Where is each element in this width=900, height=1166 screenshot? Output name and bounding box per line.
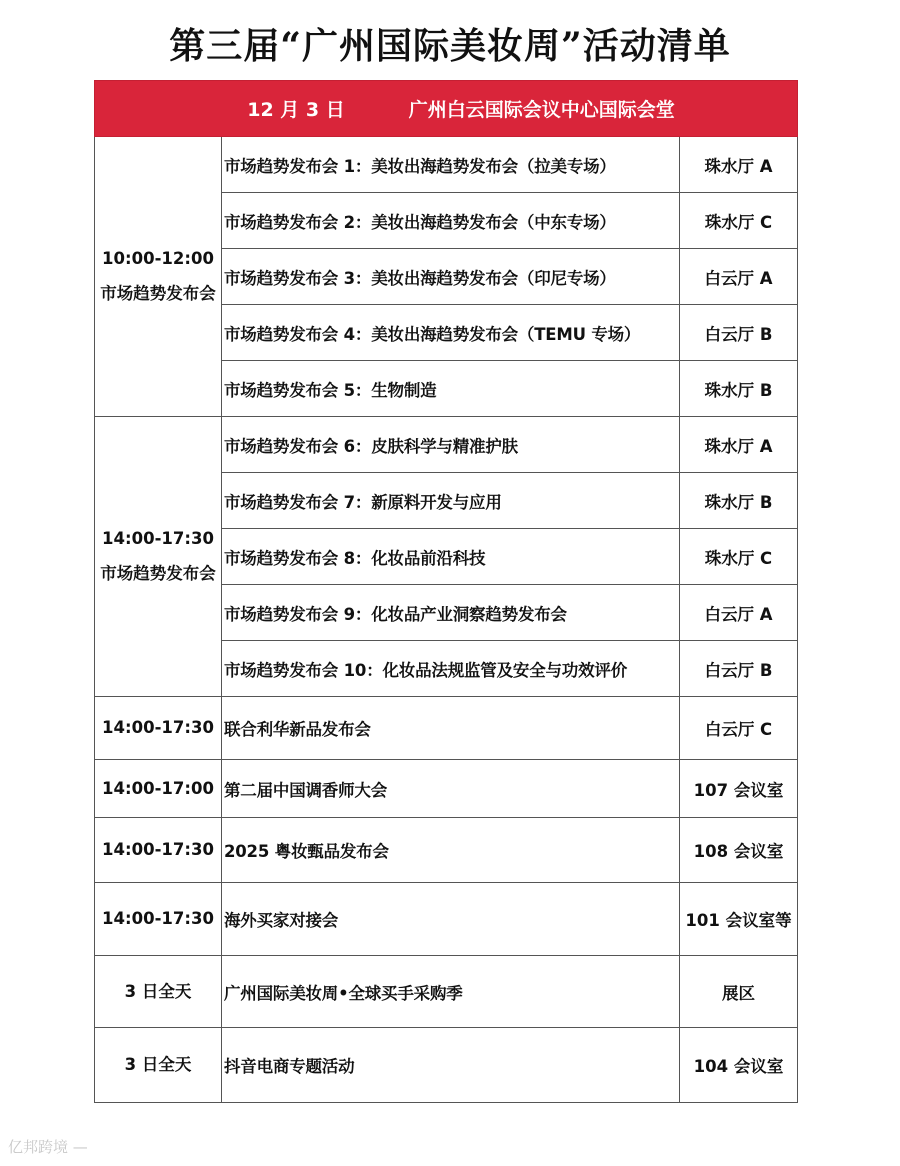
venue-cell: 白云厅 A [680, 585, 798, 641]
table-row [95, 883, 798, 956]
event-cell: 市场趋势发布会 1：美妆出海趋势发布会（拉美专场） [222, 137, 680, 193]
venue-cell: 珠水厅 B [680, 361, 798, 417]
event-cell: 市场趋势发布会 10：化妆品法规监管及安全与功效评价 [222, 641, 680, 697]
time-cell: 3 日全天 [95, 1028, 222, 1103]
event-cell: 市场趋势发布会 5：生物制造 [222, 361, 680, 417]
event-cell: 海外买家对接会 [222, 883, 680, 956]
table-row [95, 818, 798, 883]
event-cell: 2025 粤妆甄品发布会 [222, 818, 680, 883]
event-cell: 联合利华新品发布会 [222, 697, 680, 760]
venue-cell: 白云厅 B [680, 305, 798, 361]
venue-cell: 白云厅 A [680, 249, 798, 305]
time-cell: 3 日全天 [95, 956, 222, 1028]
venue-cell: 珠水厅 C [680, 193, 798, 249]
venue-cell: 104 会议室 [680, 1028, 798, 1103]
event-cell: 市场趋势发布会 8：化妆品前沿科技 [222, 529, 680, 585]
time-cell: 14:00-17:00 [95, 760, 222, 818]
watermark-text: 亿邦跨境 [8, 1138, 69, 1156]
event-cell: 市场趋势发布会 4：美妆出海趋势发布会（TEMU 专场） [222, 305, 680, 361]
table-row [95, 760, 798, 818]
document-title: 第三届“广州国际美妆周”活动清单 [169, 25, 731, 67]
group-time: 14:00-17:30 [102, 528, 214, 548]
venue-cell: 白云厅 B [680, 641, 798, 697]
event-cell: 市场趋势发布会 9：化妆品产业洞察趋势发布会 [222, 585, 680, 641]
table-row [95, 956, 798, 1028]
event-cell: 抖音电商专题活动 [222, 1028, 680, 1103]
venue-cell: 珠水厅 A [680, 137, 798, 193]
venue-cell: 珠水厅 B [680, 473, 798, 529]
venue-cell: 101 会议室等 [680, 883, 798, 956]
time-cell: 14:00-17:30 [95, 883, 222, 956]
venue-cell: 展区 [680, 956, 798, 1028]
venue-cell: 108 会议室 [680, 818, 798, 883]
table-row [95, 697, 798, 760]
event-cell: 市场趋势发布会 2：美妆出海趋势发布会（中东专场） [222, 193, 680, 249]
table-header-row [95, 81, 798, 137]
event-cell: 市场趋势发布会 6：皮肤科学与精准护肤 [222, 417, 680, 473]
table-row [95, 417, 798, 473]
group-label: 市场趋势发布会 [100, 563, 216, 583]
group-time-cell [95, 417, 222, 697]
venue-cell: 珠水厅 A [680, 417, 798, 473]
group-label: 市场趋势发布会 [100, 283, 216, 303]
watermark: 亿邦跨境 — [8, 1138, 88, 1156]
venue-cell: 珠水厅 C [680, 529, 798, 585]
time-cell: 14:00-17:30 [95, 697, 222, 760]
table-row [95, 1028, 798, 1103]
header-venue: 广州白云国际会议中心国际会堂 [408, 99, 675, 121]
schedule-table [94, 80, 798, 1103]
event-cell: 第二届中国调香师大会 [222, 760, 680, 818]
header-date: 12 月 3 日 [247, 99, 345, 121]
time-cell: 14:00-17:30 [95, 818, 222, 883]
group-time: 10:00-12:00 [102, 248, 214, 268]
table-row [95, 137, 798, 193]
venue-cell: 白云厅 C [680, 697, 798, 760]
event-cell: 广州国际美妆周•全球买手采购季 [222, 956, 680, 1028]
table-header [95, 81, 798, 137]
venue-cell: 107 会议室 [680, 760, 798, 818]
event-cell: 市场趋势发布会 7：新原料开发与应用 [222, 473, 680, 529]
group-time-cell [95, 137, 222, 417]
event-cell: 市场趋势发布会 3：美妆出海趋势发布会（印尼专场） [222, 249, 680, 305]
